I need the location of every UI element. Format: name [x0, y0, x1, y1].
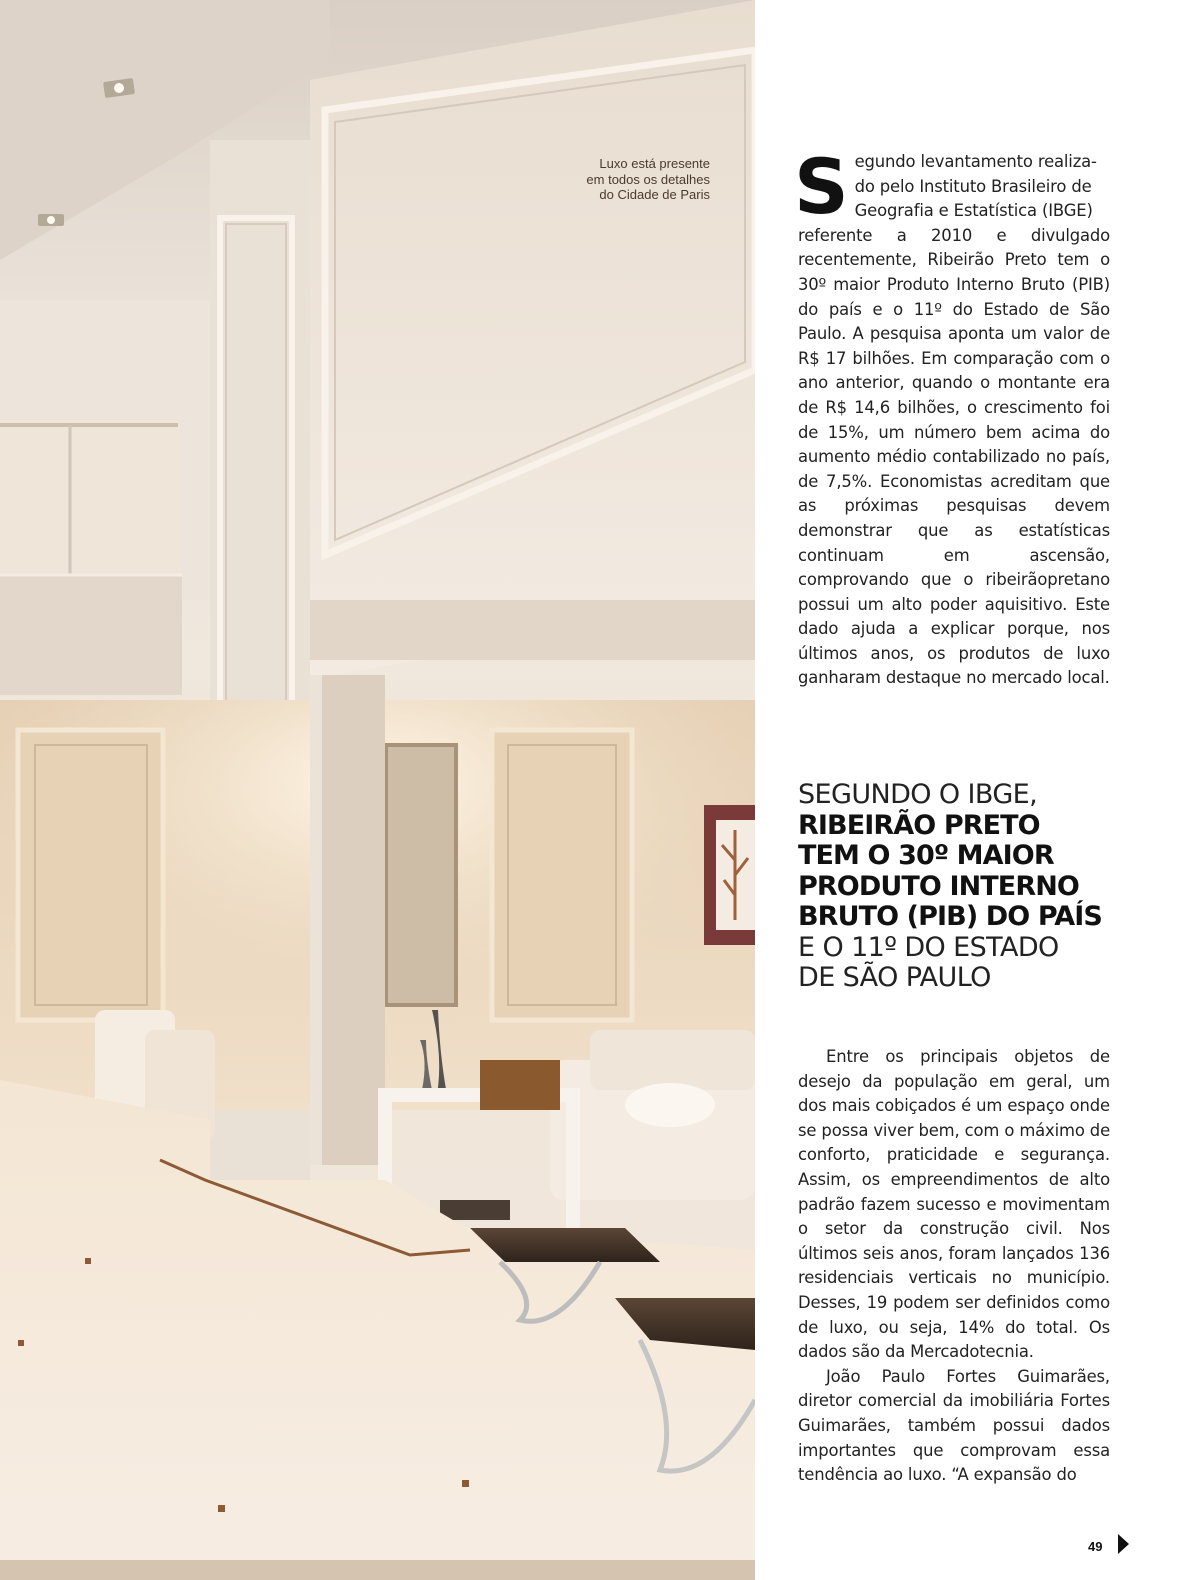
- pull-quote-line: DE SÃO PAULO: [798, 962, 991, 993]
- intro-paragraph: [794, 142, 1110, 691]
- page-number: 49: [1088, 1539, 1103, 1554]
- photo-caption: Luxo está presente em todos os detalhes do Cidade de Paris: [586, 156, 710, 202]
- body-paragraph: Entre os principais objetos de desejo da população em geral, um dos mais cobiçados é um espaço onde se possa viver bem, com o máximo de conforto, praticidade e segurança. Assim, os empreendimentos de alto padrão fazem sucesso e movimentam o setor da construção civil. Nos últimos seis anos, foram lançados 136 residenciais verticais no município. Desses, 19 podem ser definidos como de luxo, ou seja, 14% do total. Os dados são da Mercadotecnia.: [798, 1047, 1110, 1362]
- pull-quote-line-bold: TEM O 30º MAIOR: [798, 840, 1054, 871]
- pull-quote-line: E O 11º DO ESTADO: [798, 931, 1059, 963]
- body-paragraph: João Paulo Fortes Guimarães, diretor comercial da imobiliária Fortes Guimarães, também possui dados importantes que comprovam essa tendência ao luxo. “A expansão do: [798, 1366, 1110, 1485]
- body-section: [798, 1045, 1110, 1488]
- pull-quote: [798, 780, 1128, 994]
- drop-cap: S: [794, 142, 849, 231]
- pull-quote-line: SEGUNDO O IBGE,: [798, 779, 1038, 810]
- next-page-arrow-icon: [1118, 1534, 1129, 1554]
- pull-quote-line-bold: PRODUTO INTERNO: [798, 870, 1079, 902]
- intro-lead-text: egundo levantamento realiza- do pelo Instituto Brasileiro de Geografia e Estatística (IBGE): [854, 152, 1097, 221]
- pull-quote-line-bold: RIBEIRÃO PRETO: [798, 809, 1040, 841]
- intro-body-text: referente a 2010 e divulgado recentemente, Ribeirão Preto tem o 30º maior Produto Interno Bruto (PIB) do país e o 11º do Estado de São Paulo. A pesquisa aponta um valor de R$ 17 bilhões. Em comparação com o ano anterior, quando o montante era de R$ 14,6 bilhões, o crescimento foi de 15%, um número bem acima do aumento médio contabilizado no país, de 7,5%. Economistas acreditam que as próximas pesquisas devem demonstrar que as estatísticas continuam em ascensão, comprovando que o ribeirãopretano possui um alto poder aquisitivo. Este dado ajuda a explicar porque, nos últimos anos, os produtos de luxo ganharam destaque no mercado local.: [798, 225, 1110, 688]
- pull-quote-line-bold: BRUTO (PIB) DO PAÍS: [798, 901, 1102, 932]
